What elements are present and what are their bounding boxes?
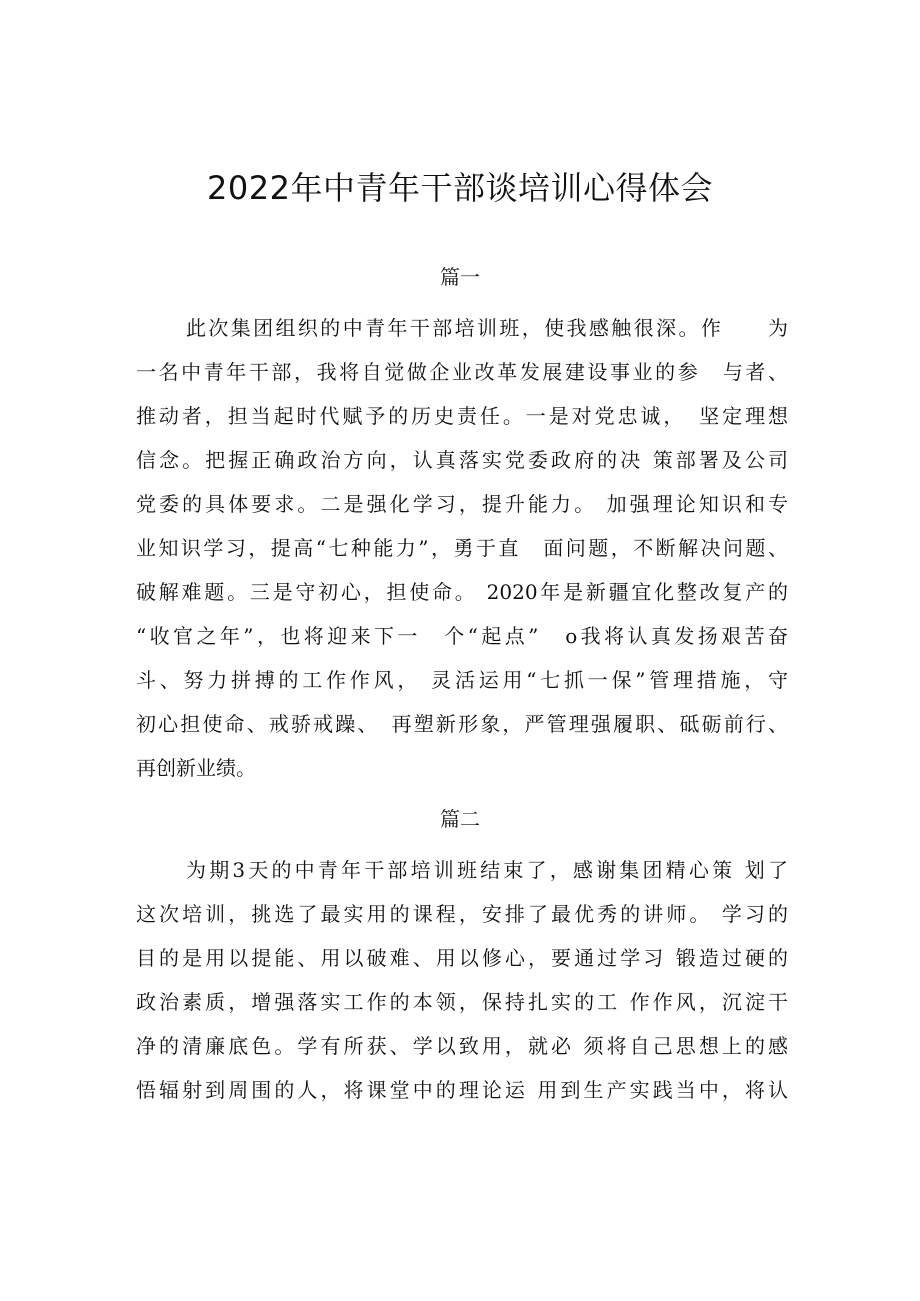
document-title: 2022年中青年干部谈培训心得体会 [207, 169, 713, 207]
paragraph-line: 政治素质，增强落实工作的本领，保持扎实的工 作作风，沉淀干 [136, 990, 788, 1014]
paragraph-line: 这次培训，挑选了最实用的课程，安排了最优秀的讲师。 学习的 [136, 902, 788, 926]
paragraph-line: 一名中青年干部，我将自觉做企业改革发展建设事业的参 与者、 [136, 360, 788, 384]
paragraph-line: 破解难题。三是守初心，担使命。 2020年是新疆宜化整改复产的 [136, 580, 788, 604]
paragraph-line: 净的清廉底色。学有所获、学以致用，就必 须将自己思想上的感 [136, 1034, 788, 1058]
paragraph-line: 初心担使命、戒骄戒躁、 再塑新形象，严管理强履职、砥砺前行、 [136, 712, 788, 736]
paragraph-line: 业知识学习，提高“七种能力”，勇于直 面问题，不断解决问题、 [136, 536, 788, 560]
paragraph-line: 为期3天的中青年干部培训班结束了，感谢集团精心策 划了 [186, 858, 788, 882]
paragraph-line: 悟辐射到周围的人，将课堂中的理论运 用到生产实践当中，将认 [136, 1078, 788, 1102]
paragraph-line: 目的是用以提能、用以破难、用以修心，要通过学习 锻造过硬的 [136, 946, 788, 970]
paragraph-line: 党委的具体要求。二是强化学习，提升能力。 加强理论知识和专 [136, 492, 788, 516]
section-heading: 篇二 [440, 807, 480, 831]
paragraph-line: 再创新业绩。 [136, 756, 256, 780]
paragraph-line: 信念。把握正确政治方向，认真落实党委政府的决 策部署及公司 [136, 448, 788, 472]
paragraph-line: “收官之年”，也将迎来下一 个“起点” o我将认真发扬艰苦奋 [136, 624, 788, 648]
section-heading: 篇一 [440, 265, 480, 289]
paragraph-line: 此次集团组织的中青年干部培训班，使我感触很深。作 为 [186, 316, 788, 340]
paragraph-line: 斗、努力拼搏的工作作风， 灵活运用“七抓一保”管理措施，守 [136, 668, 788, 692]
paragraph-line: 推动者，担当起时代赋予的历史责任。一是对党忠诚， 坚定理想 [136, 404, 788, 428]
